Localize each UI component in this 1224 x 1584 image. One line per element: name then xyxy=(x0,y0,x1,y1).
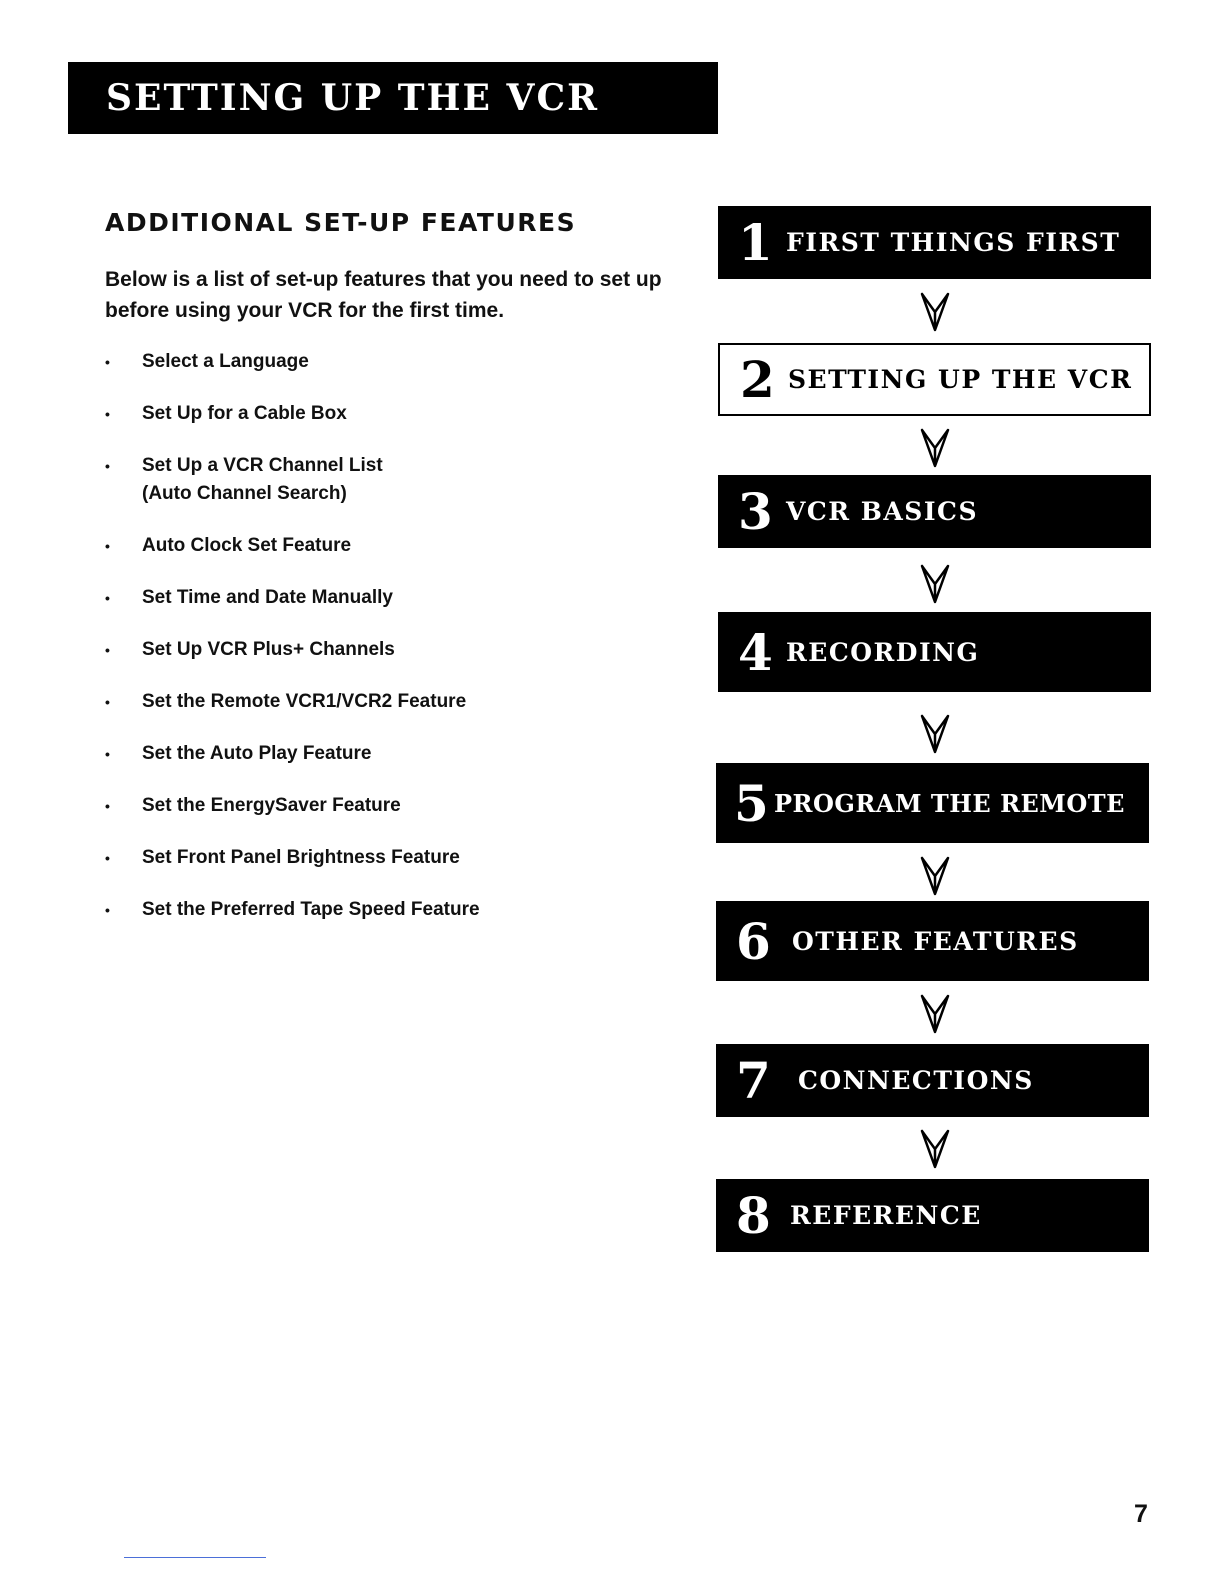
list-item-text: Auto Clock Set Feature xyxy=(142,535,352,556)
bullet-icon: • xyxy=(105,642,110,658)
chapter-1-tab[interactable] xyxy=(718,206,1151,279)
bullet-icon: • xyxy=(105,458,110,474)
bullet-icon: • xyxy=(105,746,110,762)
footer-rule xyxy=(124,1557,266,1558)
chapter-number: 3 xyxy=(738,482,773,541)
chapter-number: 6 xyxy=(736,911,771,971)
chapter-number: 8 xyxy=(736,1186,771,1245)
list-item-text: Set the Preferred Tape Speed Feature xyxy=(142,899,480,920)
chapter-7-tab[interactable] xyxy=(716,1044,1149,1117)
list-item xyxy=(105,740,665,768)
bullet-icon: • xyxy=(105,902,110,918)
down-arrow-icon xyxy=(920,854,950,898)
list-item xyxy=(105,688,665,716)
chapter-label: CONNECTIONS xyxy=(798,1066,1034,1095)
list-item-text: Set the EnergySaver Feature xyxy=(142,795,401,816)
chapter-2-tab[interactable] xyxy=(718,343,1151,416)
list-item-text: Select a Language xyxy=(142,351,309,372)
chapter-number: 5 xyxy=(734,773,769,833)
page-number: 7 xyxy=(1134,1500,1148,1528)
chapter-label: SETTING UP THE VCR xyxy=(788,365,1133,394)
list-item xyxy=(105,792,665,820)
bullet-icon: • xyxy=(105,406,110,422)
down-arrow-icon xyxy=(920,1127,950,1171)
page-title: SETTING UP THE VCR xyxy=(106,77,600,119)
list-item-text: Set Front Panel Brightness Feature xyxy=(142,847,460,868)
list-item-text: Set Time and Date Manually xyxy=(142,587,393,608)
down-arrow-icon xyxy=(920,992,950,1036)
down-arrow-icon xyxy=(920,712,950,756)
bullet-icon: • xyxy=(105,590,110,606)
down-arrow-icon xyxy=(920,290,950,334)
chapter-label: REFERENCE xyxy=(790,1201,982,1230)
bullet-icon: • xyxy=(105,694,110,710)
list-item xyxy=(105,896,665,924)
chapter-6-tab[interactable] xyxy=(716,901,1149,981)
chapter-label: PROGRAM THE REMOTE xyxy=(774,788,1125,818)
chapter-5-tab[interactable] xyxy=(716,763,1149,843)
list-item xyxy=(105,584,665,612)
bullet-icon: • xyxy=(105,798,110,814)
list-item-text: Set Up a VCR Channel List xyxy=(142,455,383,476)
intro-paragraph: Below is a list of set-up features that you need to set up before using your VCR for the first time. xyxy=(105,268,662,322)
list-item xyxy=(105,452,665,508)
list-item xyxy=(105,532,665,560)
chapter-3-tab[interactable] xyxy=(718,475,1151,548)
page-title-bar xyxy=(68,62,718,134)
chapter-label: OTHER FEATURES xyxy=(792,926,1079,956)
chapter-number: 7 xyxy=(736,1051,771,1110)
list-item-text: Set Up VCR Plus+ Channels xyxy=(142,639,395,660)
chapter-label: RECORDING xyxy=(786,637,980,667)
chapter-number: 2 xyxy=(740,350,775,409)
down-arrow-icon xyxy=(920,426,950,470)
chapter-number: 4 xyxy=(738,622,773,682)
section-heading: ADDITIONAL SET-UP FEATURES xyxy=(105,208,577,237)
chapter-8-tab[interactable] xyxy=(716,1179,1149,1252)
down-arrow-icon xyxy=(920,562,950,606)
chapter-4-tab[interactable] xyxy=(718,612,1151,692)
chapter-number: 1 xyxy=(738,213,773,272)
chapter-label: FIRST THINGS FIRST xyxy=(786,228,1121,257)
list-item xyxy=(105,844,665,872)
list-item-text: Set the Auto Play Feature xyxy=(142,743,372,764)
list-item-text: Set the Remote VCR1/VCR2 Feature xyxy=(142,691,467,712)
list-item xyxy=(105,348,665,376)
bullet-icon: • xyxy=(105,850,110,866)
feature-list xyxy=(105,348,665,948)
list-item xyxy=(105,400,665,428)
list-item-subtext: (Auto Channel Search) xyxy=(142,483,347,504)
list-item-text: Set Up for a Cable Box xyxy=(142,403,347,424)
list-item xyxy=(105,636,665,664)
chapter-label: VCR BASICS xyxy=(786,497,979,526)
bullet-icon: • xyxy=(105,354,110,370)
bullet-icon: • xyxy=(105,538,110,554)
